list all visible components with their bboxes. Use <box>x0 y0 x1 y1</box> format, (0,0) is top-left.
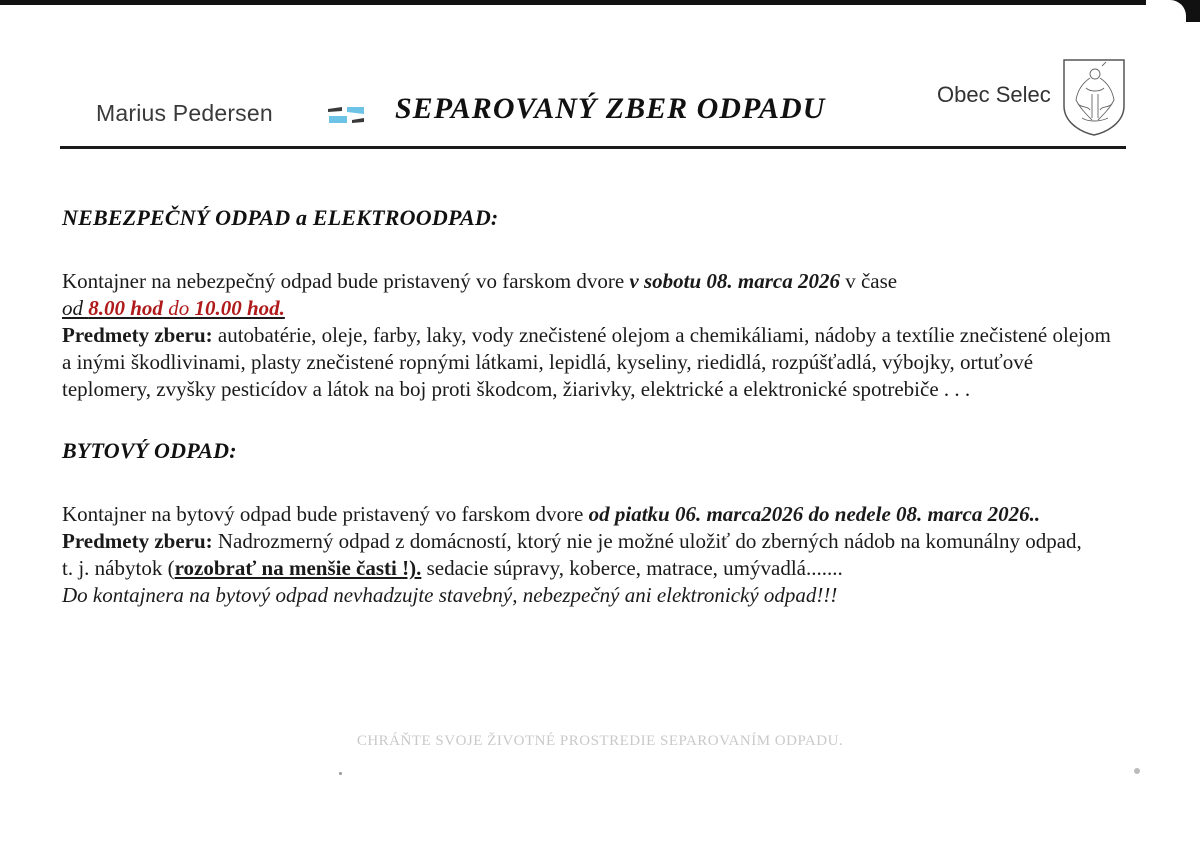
section-title-hazardous: NEBEZPEČNÝ ODPAD a ELEKTROODPAD: <box>62 205 499 230</box>
page-title: SEPAROVANÝ ZBER ODPADU <box>395 92 826 125</box>
company-name: Marius Pedersen <box>96 100 273 126</box>
hazardous-items-label: Predmety zberu: <box>62 323 213 347</box>
section-title-bulky: BYTOVÝ ODPAD: <box>62 438 237 463</box>
hazardous-time <box>62 295 1122 322</box>
page-corner <box>1146 0 1186 22</box>
coat-of-arms-icon <box>1062 58 1126 136</box>
time-to: 10.00 hod. <box>194 296 285 320</box>
footer-motto: CHRÁŇTE SVOJE ŽIVOTNÉ PROSTREDIE SEPAROVANÍM ODPADU. <box>356 733 844 749</box>
document-body <box>62 205 1122 609</box>
bulky-items-label: Predmety zberu: <box>62 529 213 553</box>
scan-edge-top <box>0 0 1200 5</box>
marius-pedersen-logo-icon <box>328 106 372 124</box>
bulky-dates: od piatku 06. marca2026 do nedele 08. marca 2026.. <box>588 502 1041 526</box>
bulky-items-text-1: Nadrozmerný odpad z domácností, ktorý nie je možné uložiť do zberných nádob na komunálny odpad, t. j. nábytok ( <box>62 529 1082 580</box>
bulky-intro-text: Kontajner na bytový odpad bude pristavený vo farskom dvore <box>62 502 589 526</box>
bulky-items <box>62 528 1122 582</box>
village-name: Obec Selec <box>937 82 1051 107</box>
scan-speck <box>1134 768 1140 774</box>
hazardous-items-text: autobatérie, oleje, farby, laky, vody znečistené olejom a chemikáliami, nádoby a textílie znečistené olejom a inými škodlivinami, plasty znečistené ropnými látkami, lepidlá, kyseliny, riedidlá, rozpúšťadlá, výbojky, ortuťové teplomery, zvyšky pesticídov a látok na boj proti škodcom, žiarivky, elektrické a elektronické spotrebiče . . . <box>62 323 1111 401</box>
time-from: 8.00 hod <box>88 296 163 320</box>
time-mid: do <box>162 296 195 320</box>
bulky-items-emphasis: rozobrať na menšie časti !). <box>174 556 422 580</box>
hazardous-intro-text: Kontajner na nebezpečný odpad bude pristavený vo farskom dvore <box>62 269 630 293</box>
bulky-items-text-2: sedacie súpravy, koberce, matrace, umývadlá....... <box>421 556 843 580</box>
bulky-intro <box>62 501 1122 528</box>
scan-speck <box>339 772 342 775</box>
hazardous-date: v sobotu 08. marca 2026 <box>629 269 840 293</box>
document-header <box>60 80 1126 146</box>
header-divider <box>60 146 1126 149</box>
time-prefix: od <box>62 296 89 320</box>
bulky-warning: Do kontajnera na bytový odpad nevhadzujte stavebný, nebezpečný ani elektronický odpad!!! <box>62 583 838 607</box>
hazardous-intro-suffix: v čase <box>839 269 898 293</box>
hazardous-items <box>62 322 1122 403</box>
hazardous-intro <box>62 268 1122 295</box>
